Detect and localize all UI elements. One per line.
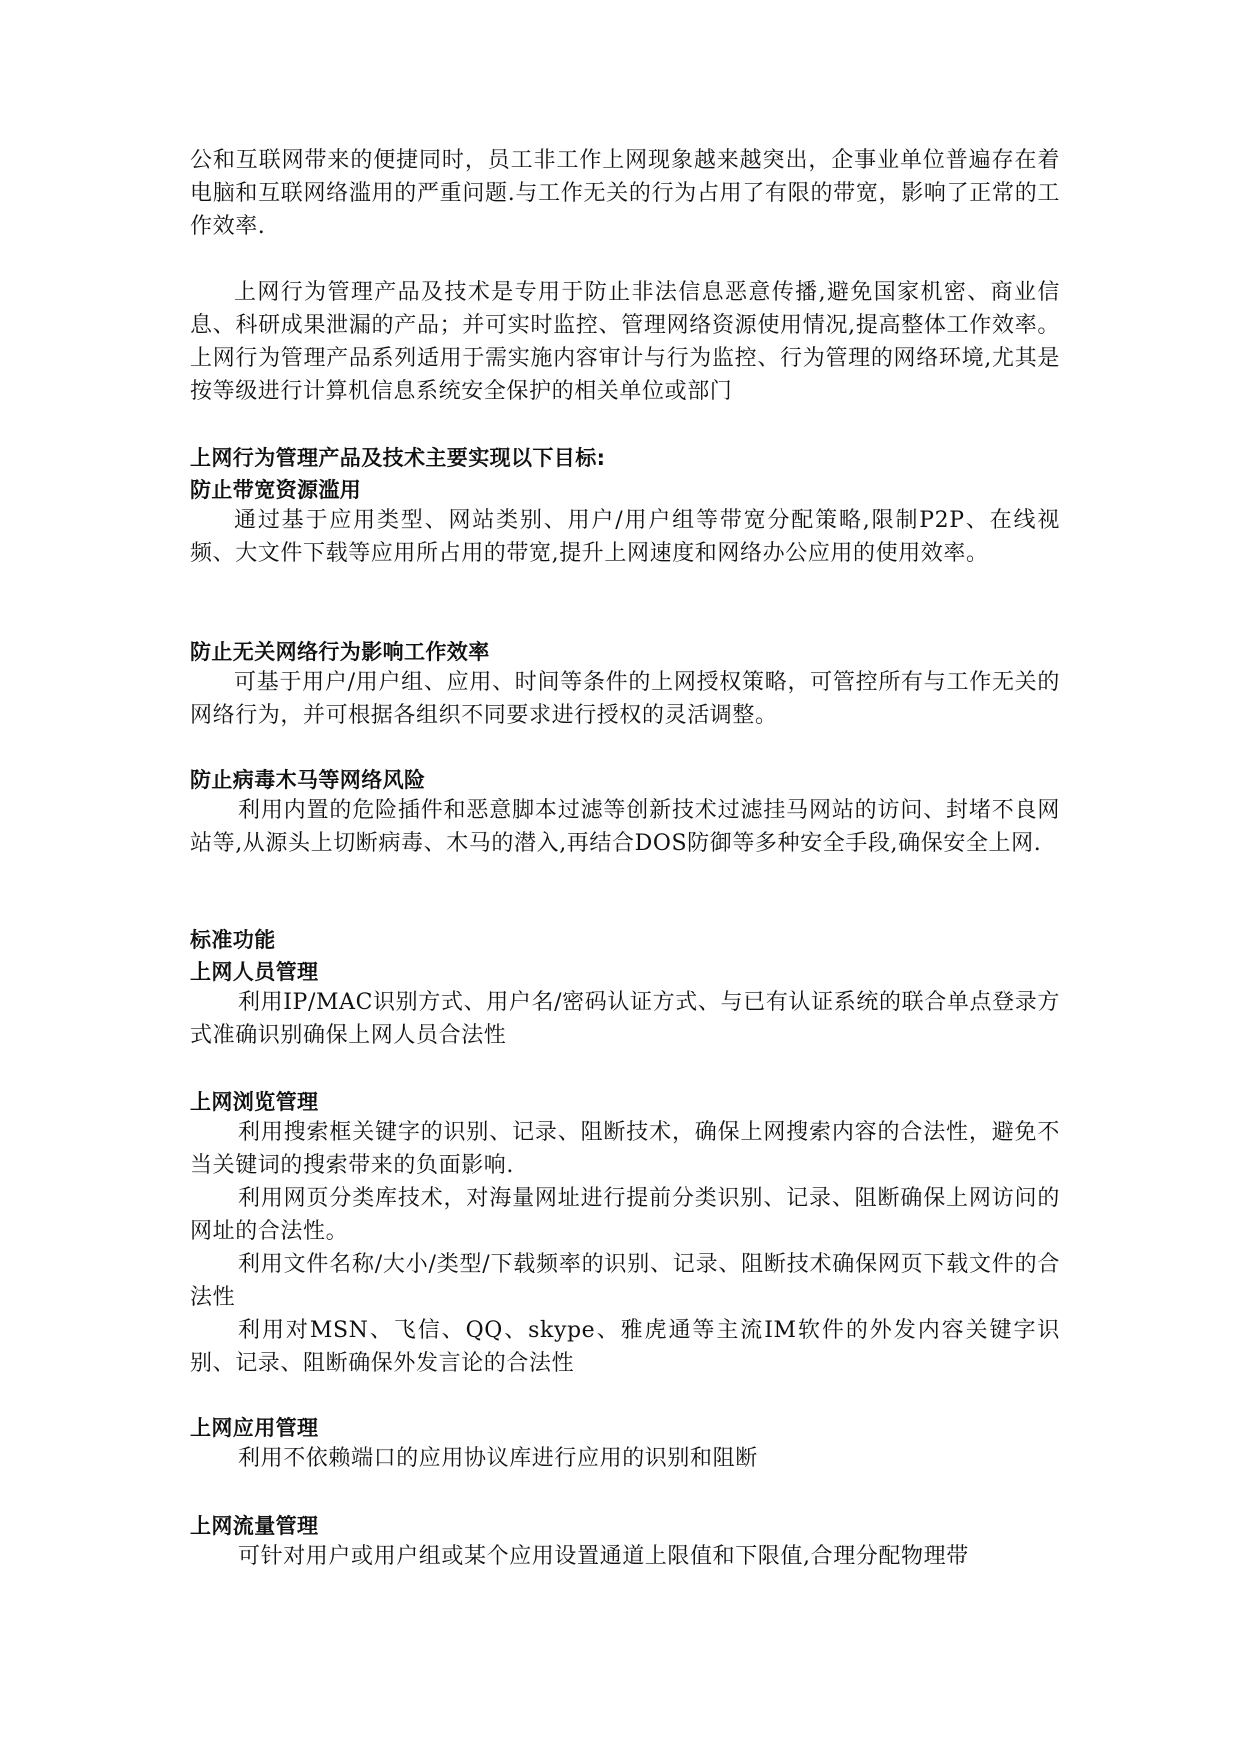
virus-paragraph: 利用内置的危险插件和恶意脚本过滤等创新技术过滤挂马网站的访问、封堵不良网站等,从源头上切断病毒、木马的潜入,再结合DOS防御等多种安全手段,确保安全上网. — [190, 798, 1060, 856]
traffic-management-paragraph: 可针对用户或用户组或某个应用设置通道上限值和下限值,合理分配物理带 — [238, 1544, 969, 1569]
browse-management-paragraph-4: 利用对MSN、飞信、QQ、skype、雅虎通等主流IM软件的外发内容关键字识别、记录、阻断确保外发言论的合法性 — [190, 1318, 1060, 1376]
app-management-heading: 上网应用管理 — [190, 1416, 319, 1440]
bandwidth-paragraph: 通过基于应用类型、网站类别、用户/用户组等带宽分配策略,限制P2P、在线视频、大文件下载等应用所占用的带宽,提升上网速度和网络办公应用的使用效率。 — [190, 508, 1060, 566]
virus-heading: 防止病毒木马等网络风险 — [190, 768, 426, 792]
people-management-heading: 上网人员管理 — [190, 960, 319, 984]
bandwidth-heading: 防止带宽资源滥用 — [190, 478, 362, 502]
goals-heading: 上网行为管理产品及技术主要实现以下目标: — [190, 446, 606, 470]
browse-management-paragraph-2: 利用网页分类库技术，对海量网址进行提前分类识别、记录、阻断确保上网访问的网址的合法性。 — [190, 1186, 1060, 1244]
irrelevant-behavior-paragraph: 可基于用户/用户组、应用、时间等条件的上网授权策略，可管控所有与工作无关的网络行为，并可根据各组织不同要求进行授权的灵活调整。 — [190, 670, 1060, 728]
people-management-paragraph: 利用IP/MAC识别方式、用户名/密码认证方式、与已有认证系统的联合单点登录方式准确识别确保上网人员合法性 — [190, 990, 1060, 1048]
overview-paragraph: 上网行为管理产品及技术是专用于防止非法信息恶意传播,避免国家机密、商业信息、科研成果泄漏的产品；并可实时监控、管理网络资源使用情况,提高整体工作效率。上网行为管理产品系列适用于需实施内容审计与行为监控、行为管理的网络环境,尤其是按等级进行计算机信息系统安全保护的相关单位或部门 — [190, 280, 1060, 404]
browse-management-paragraph-1: 利用搜索框关键字的识别、记录、阻断技术，确保上网搜索内容的合法性，避免不当关键词的搜索带来的负面影响. — [190, 1120, 1060, 1178]
intro-paragraph: 公和互联网带来的便捷同时，员工非工作上网现象越来越突出，企事业单位普遍存在着电脑和互联网络滥用的严重问题.与工作无关的行为占用了有限的带宽，影响了正常的工作效率. — [190, 148, 1060, 239]
browse-management-heading: 上网浏览管理 — [190, 1090, 319, 1114]
browse-management-paragraph-3: 利用文件名称/大小/类型/下载频率的识别、记录、阻断技术确保网页下载文件的合法性 — [190, 1252, 1060, 1310]
app-management-paragraph: 利用不依赖端口的应用协议库进行应用的识别和阻断 — [238, 1446, 758, 1471]
standard-functions-heading: 标准功能 — [190, 928, 276, 952]
irrelevant-behavior-heading: 防止无关网络行为影响工作效率 — [190, 640, 490, 664]
traffic-management-heading: 上网流量管理 — [190, 1514, 319, 1538]
